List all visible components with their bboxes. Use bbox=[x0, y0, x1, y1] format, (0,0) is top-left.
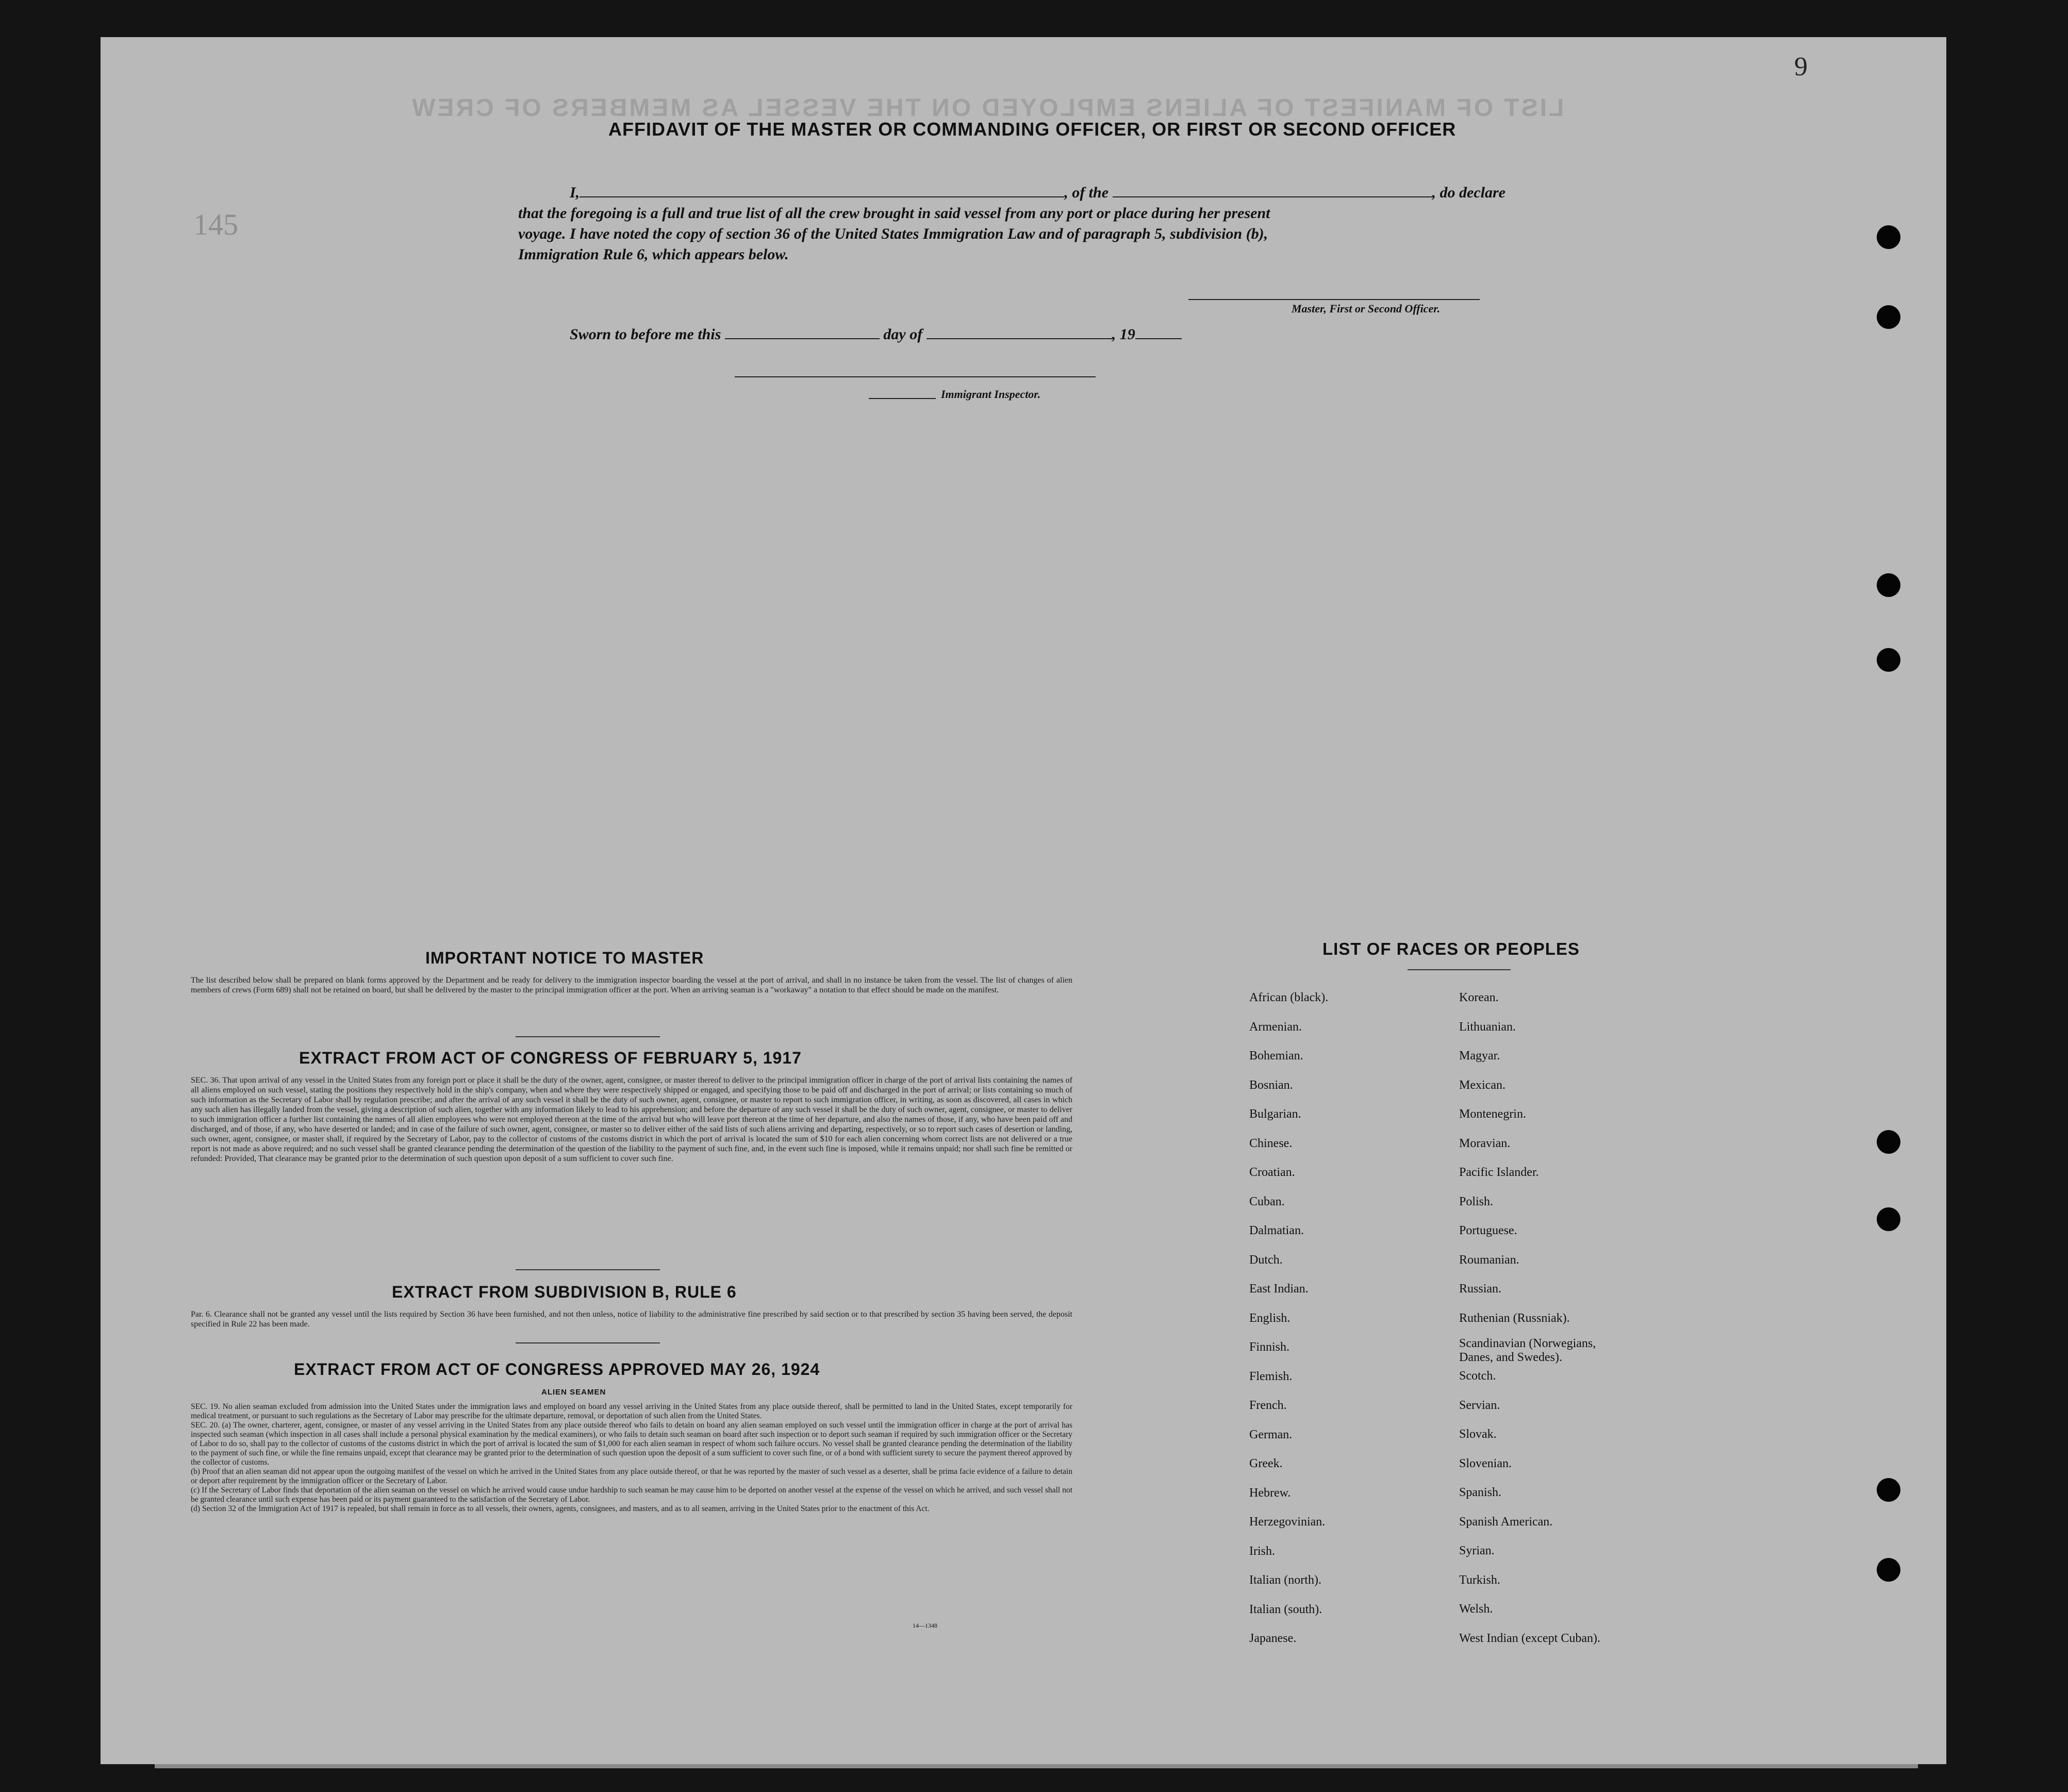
race-item: Italian (north). bbox=[1249, 1573, 1321, 1587]
race-item: Slovenian. bbox=[1459, 1456, 1512, 1470]
manifest-page bbox=[101, 37, 1946, 1764]
race-item: Korean. bbox=[1459, 991, 1499, 1004]
section-20a-text: SEC. 20. (a) The owner, charterer, agent, consignee, or master of any vessel arriving in the United States from any place outside thereof who fails to detain on board any alien seaman employed on such vessel until the immigration officer in charge at the port of arrival has inspected such seaman (which inspection in all cases shall include a personal physical examination by the medical examiners), or who fails to detain such seaman on board after such inspection or to deport such seaman if required by such immigration officer or the Secretary of Labor to do so, shall pay to the collector of customs of the customs district in which the port of arrival is located the sum of $1,000 for each alien seaman in respect of whom such failure occurs. No vessel shall be granted clearance pending the determination of the liability to the payment of such fine, or while the fine remains unpaid, except that clearance may be granted prior to the determination of such question upon the deposit of a sum sufficient to cover such fine, or of a bond with sufficient surety to secure the payment thereof approved by the collector of customs. bbox=[191, 1421, 1072, 1467]
section-19-text: SEC. 19. No alien seaman excluded from admission into the United States under the immigration laws and employed on board any vessel arriving in the United States from any place outside thereof, shall be permitted to land in the United States, except temporarily for medical treatment, or pursuant to such regulations as the Secretary of Labor may prescribe for the ultimate departure, removal, or deportation of such alien from the United States. bbox=[191, 1402, 1072, 1420]
race-item: Roumanian. bbox=[1459, 1253, 1519, 1267]
extract-rule6-title: EXTRACT FROM SUBDIVISION B, RULE 6 bbox=[392, 1283, 737, 1301]
race-item: Moravian. bbox=[1459, 1136, 1511, 1150]
race-item: Russian. bbox=[1459, 1282, 1502, 1296]
sworn-month-blank bbox=[927, 333, 1112, 339]
race-item: Chinese. bbox=[1249, 1136, 1293, 1150]
race-item: Greek. bbox=[1249, 1457, 1283, 1470]
race-item: Bohemian. bbox=[1249, 1049, 1303, 1063]
year-text: , 19 bbox=[1112, 326, 1135, 343]
races-rule bbox=[1408, 969, 1511, 970]
race-item: French. bbox=[1249, 1399, 1287, 1412]
binder-hole bbox=[1877, 573, 1900, 597]
race-item: Turkish. bbox=[1459, 1573, 1500, 1587]
race-item: Spanish. bbox=[1459, 1486, 1502, 1499]
notice-title: IMPORTANT NOTICE TO MASTER bbox=[425, 949, 704, 967]
binder-hole bbox=[1877, 225, 1900, 249]
race-item: Italian (south). bbox=[1249, 1602, 1322, 1616]
race-item: Herzegovinian. bbox=[1249, 1515, 1326, 1529]
declare-suffix: , do declare bbox=[1432, 184, 1505, 201]
races-left-column bbox=[1249, 983, 1328, 1653]
race-item: Scandinavian (Norwegians, Danes, and Swedes). bbox=[1459, 1337, 1596, 1364]
declaration-line-3: voyage. I have noted the copy of section 36 of the United States Immigration Law and of paragraph 5, subdivision (b), bbox=[518, 225, 1268, 242]
section-20b-text: (b) Proof that an alien seaman did not appear upon the outgoing manifest of the vessel on which he arrived in the United States from any place outside thereof, or that he was reported by the master of such vessel as a deserter, shall be prima facie evidence of a failure to detain or deport after requirement by the immigration officer or the Secretary of Labor. bbox=[191, 1467, 1072, 1485]
race-item: Scotch. bbox=[1459, 1369, 1496, 1383]
binder-hole bbox=[1877, 1207, 1900, 1231]
declarant-prefix: I, bbox=[570, 184, 580, 201]
race-item: Bulgarian. bbox=[1249, 1107, 1301, 1121]
extract-rule6-rule bbox=[516, 1342, 660, 1343]
bleed-through-heading: LIST OF MANIFEST OF ALIENS EMPLOYED ON THE VESSEL AS MEMBERS OF CREW bbox=[410, 94, 1564, 122]
race-item: Mexican. bbox=[1459, 1078, 1505, 1092]
race-item: East Indian. bbox=[1249, 1282, 1309, 1296]
race-item: Lithuanian. bbox=[1459, 1020, 1516, 1034]
race-item: Syrian. bbox=[1459, 1544, 1495, 1557]
extract-rule6-text: Par. 6. Clearance shall not be granted any vessel until the lists required by Section 36 have been furnished, and not then unless, notice of liability to the administrative fine prescribed by said section or to that prescribed by section 35 having been served, the deposit specified in Rule 22 has been made. bbox=[191, 1310, 1072, 1329]
section-20d-text: (d) Section 32 of the Immigration Act of 1917 is repealed, but shall remain in force as to all vessels, their owners, agents, consignees, and masters, and as to all seamen, arriving in the United States prior to the enactment of this Act. bbox=[191, 1504, 930, 1513]
race-item: Ruthenian (Russniak). bbox=[1459, 1311, 1570, 1325]
binder-hole bbox=[1877, 305, 1900, 329]
race-item: Dutch. bbox=[1249, 1253, 1283, 1267]
race-item: Cuban. bbox=[1249, 1194, 1285, 1208]
race-item: Dalmatian. bbox=[1249, 1224, 1304, 1237]
alien-seamen-subtitle: ALIEN SEAMEN bbox=[541, 1388, 606, 1397]
vessel-name-blank bbox=[1113, 191, 1432, 197]
race-item: African (black). bbox=[1249, 991, 1329, 1004]
declaration-line-1 bbox=[570, 184, 1505, 202]
bleed-through-number: 145 bbox=[193, 208, 238, 241]
race-item: Finnish. bbox=[1249, 1340, 1290, 1354]
extract-1917-rule bbox=[516, 1269, 660, 1270]
section-20c-text: (c) If the Secretary of Labor finds that deportation of the alien seaman on the vessel on which he arrived would cause undue hardship to such seaman he may cause him to be deported on another vessel at the expense of the vessel on which he arrived, and such vessel shall not be granted clearance until such expense has been paid or its payment guaranteed to the satisfaction of the Secretary of Labor. bbox=[191, 1486, 1072, 1504]
race-item: Polish. bbox=[1459, 1194, 1494, 1208]
race-item: West Indian (except Cuban). bbox=[1459, 1631, 1600, 1645]
races-title: LIST OF RACES OR PEOPLES bbox=[1322, 939, 1580, 958]
sworn-text: Sworn to before me this bbox=[570, 326, 721, 343]
master-signature-line bbox=[1188, 299, 1480, 300]
race-item: Montenegrin. bbox=[1459, 1107, 1526, 1121]
race-item: Bosnian. bbox=[1249, 1078, 1293, 1092]
race-item: Flemish. bbox=[1249, 1369, 1293, 1383]
vessel-prefix: , of the bbox=[1064, 184, 1109, 201]
race-item: Slovak. bbox=[1459, 1428, 1497, 1441]
form-number: 14—1348 bbox=[913, 1622, 937, 1629]
year-blank bbox=[1135, 333, 1182, 339]
race-item: Portuguese. bbox=[1459, 1224, 1517, 1237]
sworn-day-blank bbox=[725, 333, 880, 339]
race-item: Servian. bbox=[1459, 1398, 1500, 1412]
binder-hole bbox=[1877, 1478, 1900, 1502]
declaration-line-4: Immigration Rule 6, which appears below. bbox=[518, 246, 789, 263]
binder-hole bbox=[1877, 648, 1900, 672]
race-item: English. bbox=[1249, 1311, 1291, 1325]
race-item: Spanish American. bbox=[1459, 1515, 1553, 1529]
declaration-line-2: that the foregoing is a full and true list of all the crew brought in said vessel from any port or place during her present bbox=[518, 205, 1270, 222]
extract-1924-text bbox=[191, 1402, 1072, 1514]
inspector-label: Immigrant Inspector. bbox=[941, 388, 1041, 401]
inspector-short-line bbox=[869, 398, 936, 399]
race-item: Japanese. bbox=[1249, 1632, 1297, 1645]
page-number: 9 bbox=[1794, 52, 1808, 81]
races-right-column bbox=[1459, 983, 1600, 1653]
binder-hole bbox=[1877, 1130, 1900, 1154]
affidavit-title: AFFIDAVIT OF THE MASTER OR COMMANDING OFFICER, OR FIRST OR SECOND OFFICER bbox=[608, 119, 1457, 140]
race-item: German. bbox=[1249, 1428, 1293, 1441]
notice-text: The list described below shall be prepared on blank forms approved by the Department and be ready for delivery to the immigration inspector boarding the vessel at the port of arrival, and shall in no instance be taken from the vessel. The list of changes of alien members of crews (Form 689) shall not be retained on board, but shall be delivered by the master to the principal immigration officer at the port. When an arriving seaman is a "workaway" a notation to that effect should be made on the manifest. bbox=[191, 976, 1072, 994]
notice-rule bbox=[516, 1036, 660, 1037]
race-item: Irish. bbox=[1249, 1544, 1275, 1558]
declarant-name-blank bbox=[580, 191, 1064, 197]
race-item: Hebrew. bbox=[1249, 1486, 1291, 1500]
master-signature-label: Master, First or Second Officer. bbox=[1292, 302, 1441, 315]
race-item: Armenian. bbox=[1249, 1020, 1302, 1034]
race-item: Welsh. bbox=[1459, 1602, 1493, 1616]
sworn-line bbox=[570, 326, 1182, 343]
race-item: Magyar. bbox=[1459, 1049, 1500, 1063]
extract-1917-title: EXTRACT FROM ACT OF CONGRESS OF FEBRUARY 5, 1917 bbox=[299, 1049, 802, 1067]
day-of-text: day of bbox=[883, 326, 923, 343]
extract-1924-title: EXTRACT FROM ACT OF CONGRESS APPROVED MAY 26, 1924 bbox=[294, 1360, 820, 1379]
extract-1917-text: SEC. 36. That upon arrival of any vessel in the United States from any foreign port or place it shall be the duty of the owner, agent, consignee, or master thereof to deliver to the principal immigration officer in charge of the port of arrival lists containing the names of all aliens employed on such vessel, stating the positions they respectively hold in the ship's company, when and where they were respectively shipped or engaged, and specifying those to be paid off and discharged in the port of arrival; or lists containing so much of such information as the Secretary of Labor shall by regulation prescribe; and after the arrival of any such vessel it shall be the duty of such owner, agent, consignee, or master to report to such immigration officer, in writing, as soon as discovered, all cases in which any such alien has illegally landed from the vessel, giving a description of such alien, together with any information likely to lead to his apprehension; and before the departure of any such vessel it shall be the duty of such owner, agent, consignee, or master to deliver to such immigration officer a further list containing the names of all alien employees who were not employed thereon at the time of the arrival but who will leave port thereon at the time of her departure, and also the names of those, if any, who have been paid off and discharged, and of those, if any, who have deserted or landed; and in case of the failure of such owner, agent, consignee, or master so to deliver either of the said lists of such aliens arriving and departing, respectively, or so to report such cases of desertion or landing, such owner, agent, consignee, or master shall, if required by the Secretary of Labor, pay to the collector of customs of the customs district in which the port of arrival is located the sum of $10 for each alien concerning whom correct lists are not delivered or a true report is not made as above required; and no such vessel shall be granted clearance pending the determination of the question of the liability to the payment of such fine, and, in the event such fine is imposed, while it remains unpaid; nor shall such fine be remitted or refunded: Provided, That clearance may be granted prior to the determination of such question upon deposit of a sum sufficient to cover such fine. bbox=[191, 1076, 1072, 1163]
inspector-signature-line bbox=[735, 376, 1096, 377]
race-item: Croatian. bbox=[1249, 1166, 1295, 1179]
race-item: Pacific Islander. bbox=[1459, 1166, 1539, 1179]
binder-hole bbox=[1877, 1558, 1900, 1582]
